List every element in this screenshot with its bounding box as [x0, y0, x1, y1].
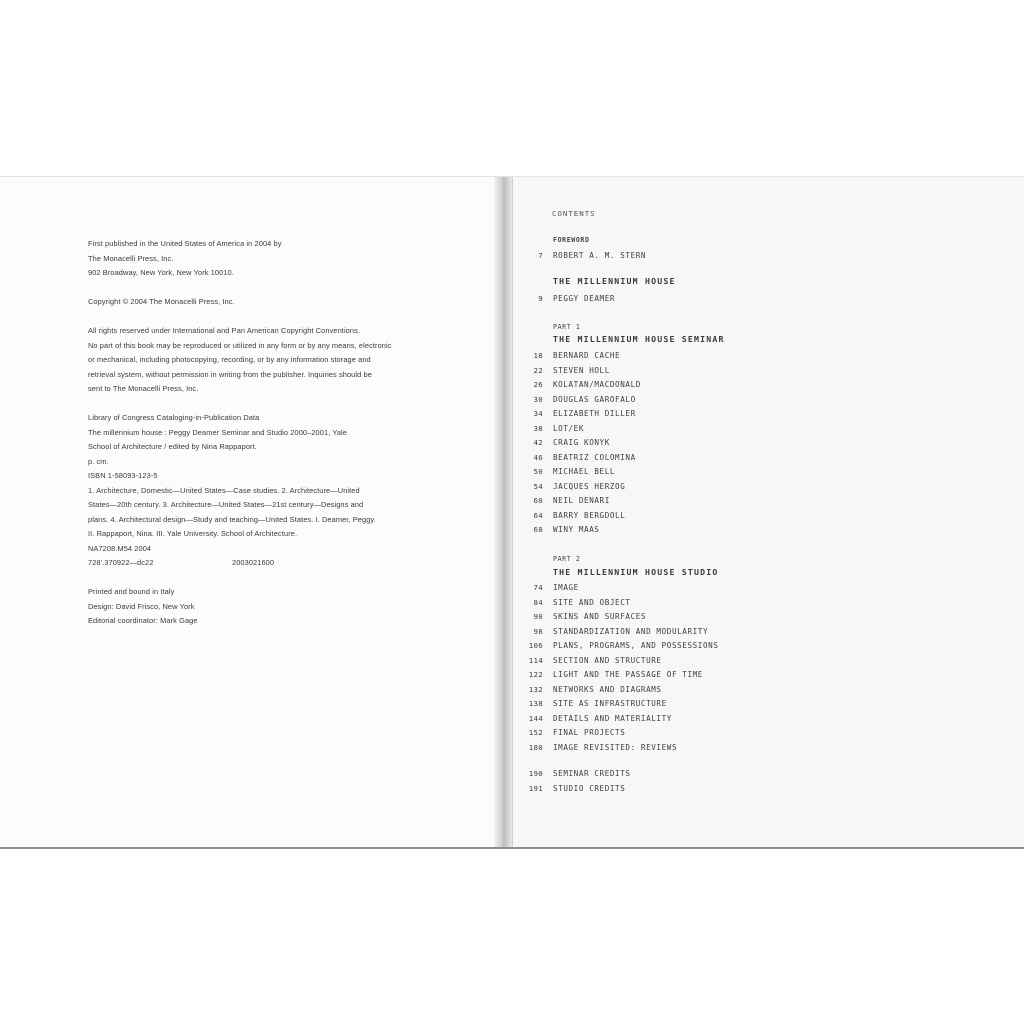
toc-page-number: 132 — [528, 684, 543, 694]
toc-entry — [513, 784, 1024, 797]
cip-classification-row — [88, 556, 418, 571]
toc-entry-title: SITE AS INFRASTRUCTURE — [553, 699, 667, 708]
toc-entry-title: CRAIG KONYK — [553, 438, 610, 447]
toc-page-number: 9 — [538, 294, 543, 303]
intro-title: THE MILLENNIUM HOUSE — [553, 276, 676, 286]
toc-entry — [513, 769, 1024, 782]
print-line: Design: David Frisco, New York — [88, 601, 195, 611]
toc-entry-title: SITE AND OBJECT — [553, 597, 631, 607]
cip-line: NA7208.M54 2004 — [88, 543, 152, 553]
toc-page-number: 190 — [528, 769, 543, 778]
contents-heading: CONTENTS — [552, 209, 596, 218]
toc-entry — [513, 656, 1024, 669]
cip-line: School of Architecture / edited by Nina Rappaport. — [88, 442, 257, 451]
cip-line: II. Rappaport, Nina. III. Yale University. School of Architecture. — [88, 529, 298, 538]
toc-page-number: 42 — [533, 438, 543, 447]
toc-page-number: 18 — [533, 351, 543, 360]
toc-entry — [513, 728, 1024, 741]
toc-entry — [513, 511, 1024, 524]
part2-title: THE MILLENNIUM HOUSE STUDIO — [553, 567, 719, 577]
toc-page-number: 180 — [528, 742, 543, 752]
toc-entry — [513, 685, 1024, 698]
toc-entry-title: PLANS, PROGRAMS, AND POSSESSIONS — [553, 641, 719, 650]
toc-entry — [513, 496, 1024, 509]
toc-entry-title: BARRY BERGDOLL — [553, 510, 626, 520]
toc-page-number: 38 — [533, 423, 543, 433]
toc-entry — [513, 583, 1024, 596]
publisher-line: First published in the United States of America in 2004 by — [88, 239, 282, 248]
toc-page-number: 60 — [533, 496, 543, 505]
toc-entry — [513, 294, 1024, 307]
toc-entry — [513, 467, 1024, 480]
cip-line: ISBN 1-58093-123-5 — [88, 471, 158, 480]
toc-entry — [513, 641, 1024, 654]
toc-entry-title: SECTION AND STRUCTURE — [553, 655, 662, 665]
toc-entry-title: NEIL DENARI — [553, 496, 610, 505]
toc-entry — [513, 525, 1024, 538]
toc-page-number: 191 — [528, 783, 543, 793]
print-line: Editorial coordinator: Mark Gage — [88, 616, 198, 625]
toc-entry-title: BERNARD CACHE — [553, 351, 621, 360]
toc-entry-title: IMAGE — [553, 583, 579, 592]
toc-entry-title: IMAGE REVISITED: REVIEWS — [553, 742, 678, 752]
toc-entry-title: ELIZABETH DILLER — [553, 409, 636, 418]
toc-page-number: 122 — [528, 670, 543, 679]
toc-entry-title: PEGGY DEAMER — [553, 294, 616, 303]
cip-line: p. cm. — [88, 456, 109, 466]
toc-page-number: 144 — [528, 713, 543, 723]
publisher-line: The Monacelli Press, Inc. — [88, 253, 174, 263]
toc-entry — [513, 251, 1024, 264]
foreword-label: FOREWORD — [553, 236, 590, 244]
toc-entry — [513, 409, 1024, 422]
rights-line: All rights reserved under International and Pan American Copyright Conventions. — [88, 326, 361, 335]
toc-entry — [513, 612, 1024, 625]
cip-line: States—20th century. 3. Architecture—United States—21st century—Designs and — [88, 500, 364, 509]
toc-entry — [513, 453, 1024, 466]
toc-entry-title: WINY MAAS — [553, 525, 600, 534]
toc-page-number: 54 — [533, 481, 543, 491]
toc-entry — [513, 351, 1024, 364]
toc-page-number: 138 — [528, 699, 543, 708]
toc-entry — [513, 380, 1024, 393]
rights-line: sent to The Monacelli Press, Inc. — [88, 384, 199, 393]
rights-line: No part of this book may be reproduced or utilized in any form or by any means, electronic — [88, 340, 392, 350]
cip-line: The millennium house : Peggy Deamer Seminar and Studio 2000–2001, Yale — [88, 427, 347, 437]
toc-entry-title: KOLATAN/MACDONALD — [553, 380, 641, 389]
toc-page-number: 114 — [528, 655, 543, 665]
book-spread — [0, 176, 1024, 849]
toc-page-number: 152 — [528, 728, 543, 737]
cip-line: 1. Architecture, Domestic—United States—Case studies. 2. Architecture—United — [88, 485, 360, 495]
book-gutter — [494, 177, 512, 847]
rights-line: or mechanical, including photocopying, recording, or by any information storage and — [88, 355, 371, 364]
right-page — [512, 177, 1024, 847]
toc-entry-title: SEMINAR CREDITS — [553, 769, 631, 778]
publisher-line: 902 Broadway, New York, New York 10010. — [88, 268, 234, 277]
toc-page-number: 50 — [533, 467, 543, 476]
toc-entry-title: SKINS AND SURFACES — [553, 612, 647, 621]
cip-line: plans. 4. Architectural design—Study and teaching—United States. I. Deamer, Peggy. — [88, 514, 376, 524]
toc-page-number: 30 — [533, 394, 543, 404]
toc-entry — [513, 598, 1024, 611]
toc-entry-title: NETWORKS AND DIAGRAMS — [553, 684, 662, 694]
left-page — [0, 177, 500, 847]
toc-entry-title: LIGHT AND THE PASSAGE OF TIME — [553, 670, 703, 679]
part1-title: THE MILLENNIUM HOUSE SEMINAR — [553, 334, 725, 344]
toc-page-number: 90 — [533, 612, 543, 621]
toc-page-number: 84 — [533, 597, 543, 607]
toc-entry — [513, 670, 1024, 683]
rights-line: retrieval system, without permission in writing from the publisher. Inquiries should be — [88, 369, 372, 379]
toc-entry-title: DOUGLAS GAROFALO — [553, 394, 636, 404]
dewey-number: 728'.370922—dc22 — [88, 558, 154, 567]
toc-entry — [513, 482, 1024, 495]
toc-entry — [513, 714, 1024, 727]
toc-entry-title: ROBERT A. M. STERN — [553, 251, 647, 260]
toc-entry — [513, 438, 1024, 451]
toc-page-number: 26 — [533, 380, 543, 389]
print-line: Printed and bound in Italy — [88, 587, 175, 596]
toc-entry-title: STUDIO CREDITS — [553, 783, 626, 793]
toc-entry-title: BEATRIZ COLOMINA — [553, 452, 636, 462]
toc-page-number: 74 — [533, 583, 543, 592]
toc-entry-title: STANDARDIZATION AND MODULARITY — [553, 626, 709, 636]
toc-page-number: 22 — [533, 365, 543, 375]
toc-page-number: 106 — [528, 641, 543, 650]
toc-page-number: 68 — [533, 525, 543, 534]
toc-entry-title: JACQUES HERZOG — [553, 481, 626, 491]
part1-label: PART 1 — [553, 323, 581, 331]
toc-page-number: 64 — [533, 510, 543, 520]
toc-entry — [513, 366, 1024, 379]
toc-entry — [513, 699, 1024, 712]
toc-page-number: 46 — [533, 452, 543, 462]
toc-entry — [513, 424, 1024, 437]
toc-page-number: 7 — [538, 251, 543, 260]
toc-entry-title: DETAILS AND MATERIALITY — [553, 713, 672, 723]
toc-entry-title: FINAL PROJECTS — [553, 728, 626, 737]
toc-page-number: 34 — [533, 409, 543, 418]
toc-entry — [513, 627, 1024, 640]
lccn-number: 2003021600 — [232, 558, 275, 567]
toc-entry-title: MICHAEL BELL — [553, 467, 616, 476]
toc-entry-title: LOT/EK — [553, 423, 585, 433]
toc-entry — [513, 743, 1024, 756]
table-of-contents — [513, 177, 1024, 847]
toc-entry — [513, 395, 1024, 408]
copyright-page-text — [88, 237, 418, 629]
toc-entry-title: STEVEN HOLL — [553, 365, 610, 375]
copyright-line: Copyright © 2004 The Monacelli Press, Inc. — [88, 297, 235, 306]
toc-page-number: 98 — [533, 626, 543, 636]
part2-label: PART 2 — [553, 555, 581, 563]
cip-line: Library of Congress Cataloging-in-Publication Data — [88, 413, 260, 422]
